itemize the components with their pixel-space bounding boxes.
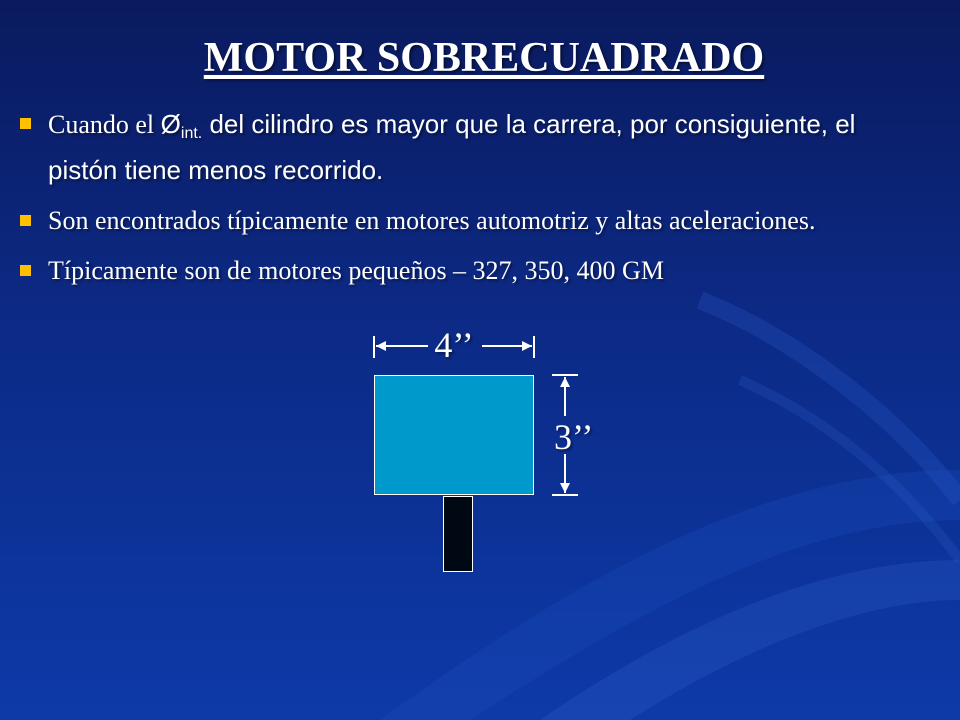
bullet-2-text: Son encontrados típicamente en motores automotriz y altas aceleraciones. <box>48 206 816 235</box>
bullet-1-text-end: del cilindro es mayor que la carrera, por consiguiente, el pistón tiene menos recorrido. <box>48 109 856 185</box>
bullet-3-text: Típicamente son de motores pequeños – 327, 350, 400 GM <box>48 256 664 285</box>
bullet-1-text-start: Cuando el <box>48 110 161 139</box>
diameter-symbol: Ø <box>160 109 181 139</box>
slide-title: MOTOR SOBRECUADRADO <box>203 35 765 81</box>
height-dimension-label: 3’’ <box>554 417 594 457</box>
width-dimension-label: 4’’ <box>434 325 474 365</box>
diameter-subscript: int. <box>180 125 203 142</box>
connecting-rod <box>443 496 473 572</box>
piston-block <box>374 375 534 495</box>
